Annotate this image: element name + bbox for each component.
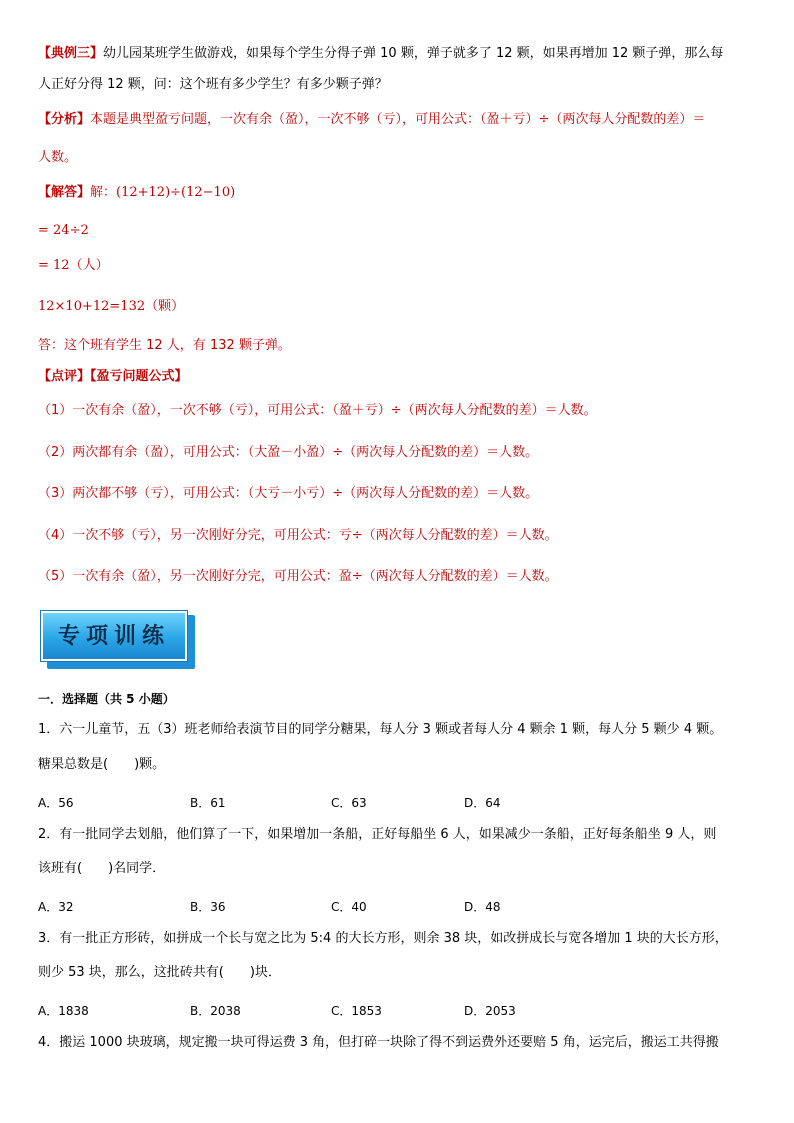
solution-expr-4: 12×10+12=132（颗）: [38, 299, 185, 314]
solution-expr-3: = 12（人）: [38, 258, 109, 273]
analysis-tag: 【分析】: [38, 112, 91, 127]
question-2-option-a[interactable]: A．32: [38, 900, 74, 914]
review-tag-2: 【盈亏问题公式】: [90, 369, 188, 384]
review-item-4: （4）一次不够（亏），另一次刚好分完，可用公式：亏÷（两次每人分配数的差）＝人数。: [38, 528, 558, 543]
question-3-option-c[interactable]: C．1853: [331, 1004, 382, 1018]
question-1-option-c[interactable]: C．63: [331, 796, 367, 810]
section-title: 一．选择题（共 5 小题）: [38, 692, 175, 706]
question-1-option-d[interactable]: D．64: [464, 796, 501, 810]
analysis-line-2: [38, 149, 77, 167]
solution-expr-2: = 24÷2: [38, 223, 89, 238]
review-tag-1: 【点评】: [38, 369, 91, 384]
example-text-2: 人正好分得 12 颗，问：这个班有多少学生？有多少颗子弹？: [38, 77, 388, 92]
review-tags: [38, 368, 188, 386]
question-3-option-d[interactable]: D．2053: [464, 1004, 516, 1018]
analysis-text-2: 人数。: [38, 150, 78, 165]
question-2-option-b[interactable]: B．36: [190, 900, 226, 914]
question-2-option-d[interactable]: D．48: [464, 900, 501, 914]
question-1-line-2: 糖果总数是( )颗。: [38, 757, 166, 772]
solution-line-1: [38, 184, 235, 202]
question-1-option-b[interactable]: B．61: [190, 796, 226, 810]
question-2-line-2: 该班有( )名同学．: [38, 861, 166, 876]
question-4-line-1: 4．搬运 1000 块玻璃，规定搬一块可得运费 3 角，但打碎一块除了得不到运费外还要赔 5 角，运完后，搬运工共得搬: [38, 1035, 719, 1050]
question-3-option-a[interactable]: A．1838: [38, 1004, 89, 1018]
question-2-line-1: 2．有一批同学去划船，他们算了一下，如果增加一条船，正好每船坐 6 人，如果减少一条船，正好每条船坐 9 人，则: [38, 827, 717, 842]
special-training-badge: [41, 611, 195, 669]
review-item-2: （2）两次都有余（盈），可用公式：（大盈－小盈）÷（两次每人分配数的差）＝人数。: [38, 445, 539, 460]
question-1-option-a[interactable]: A．56: [38, 796, 74, 810]
badge-label: 专项训练: [57, 623, 170, 649]
question-2-option-c[interactable]: C．40: [331, 900, 367, 914]
analysis-line-1: [38, 111, 705, 129]
analysis-text-1: 本题是典型盈亏问题，一次有余（盈），一次不够（亏），可用公式：（盈＋亏）÷（两次每人分配数的差）＝: [90, 112, 706, 127]
solution-answer: 答：这个班有学生 12 人，有 132 颗子弹。: [38, 338, 291, 353]
solution-tag: 【解答】: [38, 185, 91, 200]
example-line-1: [38, 45, 723, 63]
solution-expr-1: (12+12)÷(12−10): [116, 185, 236, 200]
example-line-2: [38, 76, 388, 94]
review-item-1: （1）一次有余（盈），一次不够（亏），可用公式：（盈＋亏）÷（两次每人分配数的差）＝人数。: [38, 403, 597, 418]
example-tag: 【典例三】: [38, 46, 104, 61]
question-3-line-1: 3．有一批正方形砖，如拼成一个长与宽之比为 5:4 的大长方形，则余 38 块，如改拼成长与宽各增加 1 块的大长方形，: [38, 931, 728, 946]
review-item-5: （5）一次有余（盈），另一次刚好分完，可用公式：盈÷（两次每人分配数的差）＝人数。: [38, 569, 558, 584]
question-1-line-1: 1．六一儿童节，五（3）班老师给表演节目的同学分糖果，每人分 3 颗或者每人分 4 颗余 1 颗，每人分 5 颗少 4 颗。: [38, 722, 723, 737]
question-3-line-2: 则少 53 块，那么，这批砖共有( )块．: [38, 965, 281, 980]
example-text-1: 幼儿园某班学生做游戏，如果每个学生分得子弹 10 颗，弹子就多了 12 颗，如果再增加 12 颗子弹，那么每: [103, 46, 724, 61]
question-3-option-b[interactable]: B．2038: [190, 1004, 241, 1018]
solution-prefix: 解：: [90, 185, 117, 200]
review-item-3: （3）两次都不够（亏），可用公式：（大亏－小亏）÷（两次每人分配数的差）＝人数。: [38, 486, 539, 501]
